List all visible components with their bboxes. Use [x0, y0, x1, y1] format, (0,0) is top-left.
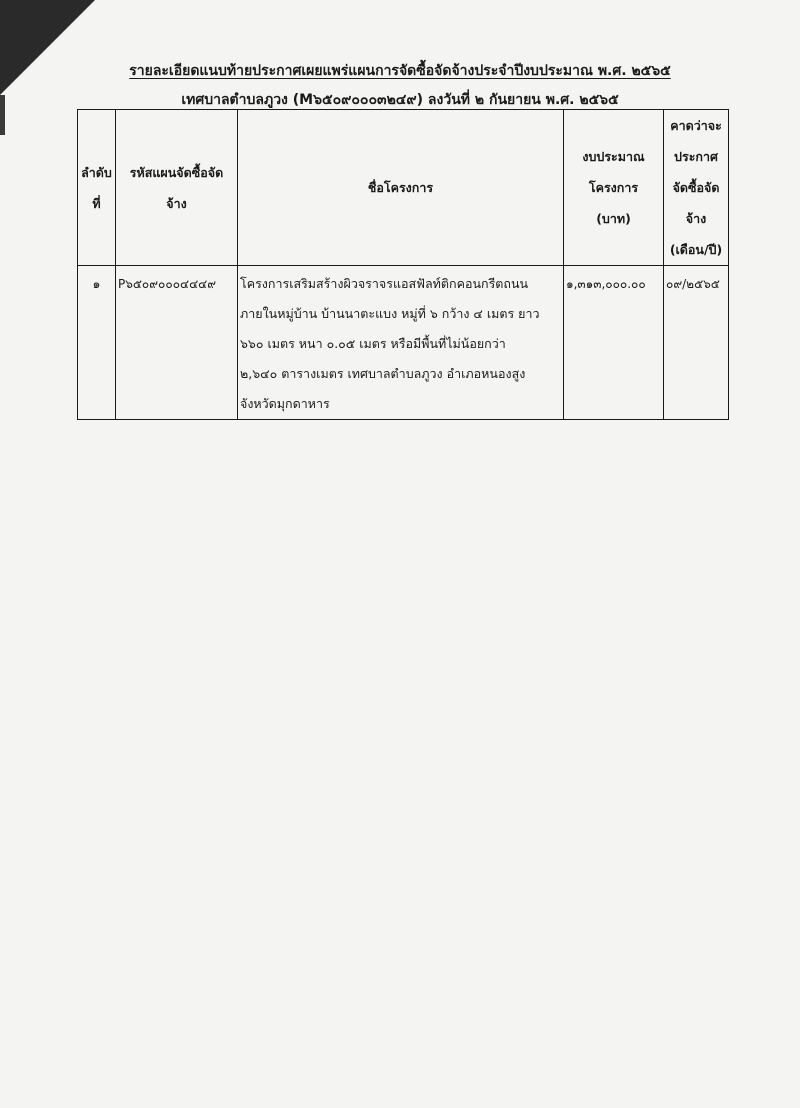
procurement-plan-table	[77, 109, 729, 420]
cell-expected-date: ๐๙/๒๕๖๕	[664, 266, 729, 420]
cell-project-name: โครงการเสริมสร้างผิวจราจรแอสฟัลท์ติกคอนกรีตถนน ภายในหมู่บ้าน บ้านนาตะแบง หมู่ที่ ๖ กว้าง ๔ เมตร ยาว ๖๖๐ เมตร หนา ๐.๐๕ เมตร หรือมีพื้นที่ไม่น้อยกว่า ๒,๖๔๐ ตารางเมตร เทศบาลตำบลภูวง อำเภอหนองสูง จังหวัดมุกดาหาร	[238, 266, 564, 420]
table-row	[78, 266, 729, 420]
header-plan-code: รหัสแผนจัดซื้อจัด จ้าง	[116, 110, 238, 266]
table-header-row	[78, 110, 729, 266]
document-title-line2: เทศบาลตำบลภูวง (M๖๕๐๙๐๐๐๓๒๔๙) ลงวันที่ ๒ กันยายน พ.ศ. ๒๕๖๕	[181, 92, 619, 108]
header-budget: งบประมาณ โครงการ (บาท)	[564, 110, 664, 266]
cell-plan-code: P๖๕๐๙๐๐๐๔๔๔๙	[116, 266, 238, 420]
header-expected-date: คาดว่าจะ ประกาศ จัดซื้อจัด จ้าง (เดือน/ปี)	[664, 110, 729, 266]
cell-budget: ๑,๓๑๓,๐๐๐.๐๐	[564, 266, 664, 420]
cell-no: ๑	[78, 266, 116, 420]
header-project-name: ชื่อโครงการ	[238, 110, 564, 266]
document-title-line1: รายละเอียดแนบท้ายประกาศเผยแพร่แผนการจัดซื้อจัดจ้างประจำปีงบประมาณ พ.ศ. ๒๕๖๕	[129, 63, 671, 79]
header-no: ลำดับ ที่	[78, 110, 116, 266]
